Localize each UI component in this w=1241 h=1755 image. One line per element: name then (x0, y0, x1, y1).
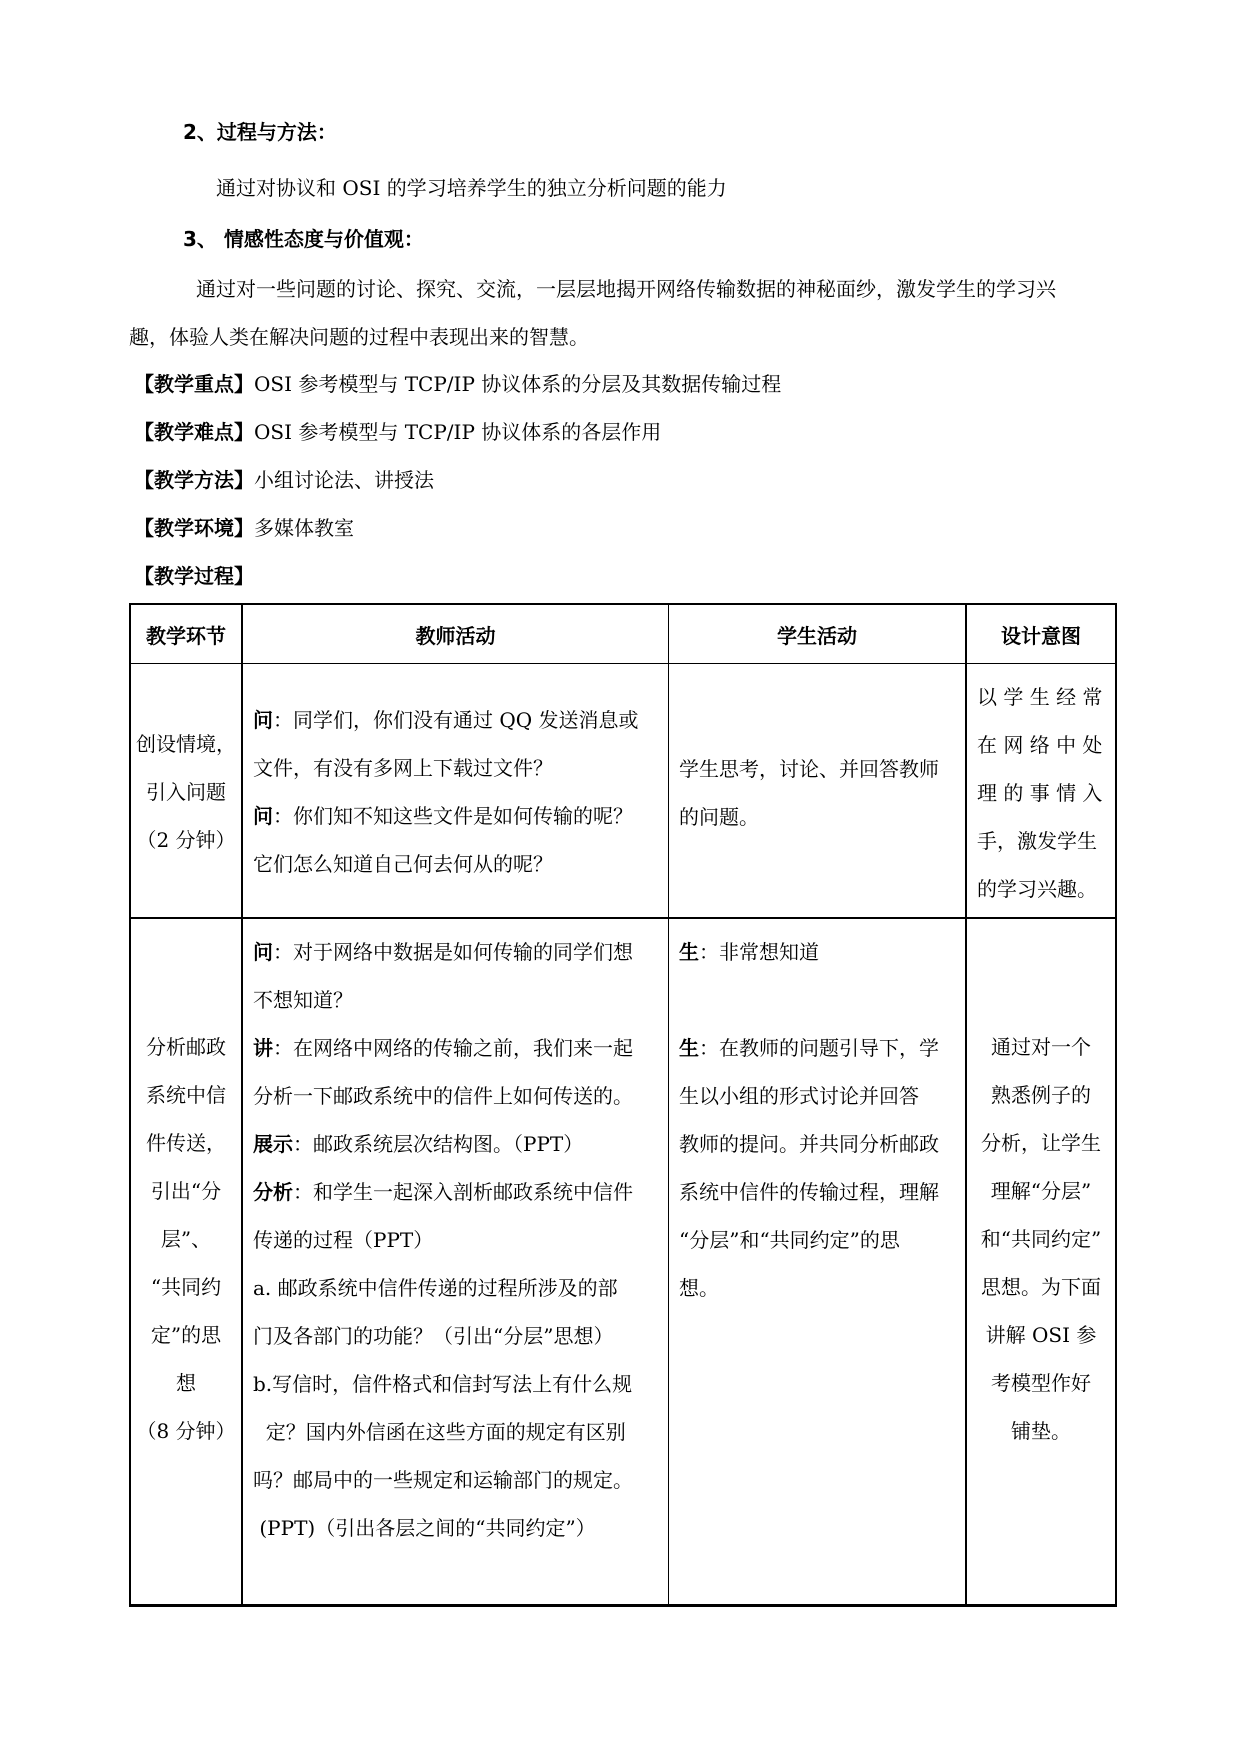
intent-line: 分析，让学生 (981, 1131, 1101, 1155)
field-label: 【教学难点】 (134, 420, 254, 444)
intent-line: 讲解 OSI 参 (985, 1323, 1097, 1347)
teacher-line: 问：你们知不知这些文件是如何传输的呢？ (253, 804, 633, 828)
field-environment (134, 514, 354, 542)
field-label: 【教学重点】 (134, 372, 254, 396)
intent-line: 考模型作好 (991, 1371, 1091, 1395)
intent-line: 理 的 事 情 入 (977, 781, 1103, 805)
stage-line: 创设情境， (136, 732, 236, 756)
stage-line: 分析邮政 (146, 1035, 226, 1059)
intent-line: 铺垫。 (1011, 1419, 1071, 1443)
stage-line: 引出“分 (150, 1179, 222, 1203)
intent-line: 手，激发学生 (977, 829, 1097, 853)
row2-teacher-activity (253, 928, 665, 1552)
teacher-line: 不想知道？ (253, 988, 353, 1012)
student-line: “分层”和“共同约定”的思 (679, 1228, 900, 1252)
intent-line: 熟悉例子的 (991, 1083, 1091, 1107)
student-line: 生：非常想知道 (679, 940, 819, 964)
teacher-line: 问：同学们，你们没有通过 QQ 发送消息或 (253, 708, 639, 732)
section-3-body-line2: 趣，体验人类在解决问题的过程中表现出来的智慧。 (129, 325, 589, 349)
teacher-line: (PPT)（引出各层之间的“共同约定”） (253, 1516, 596, 1540)
stage-line: （2 分钟） (136, 828, 236, 852)
student-line: 生以小组的形式讨论并回答 (679, 1084, 919, 1108)
row2-student-activity (679, 928, 964, 1312)
stage-line: 定”的思 (150, 1323, 222, 1347)
teaching-process-table (129, 603, 1117, 1607)
student-line: 的问题。 (679, 805, 759, 829)
field-label: 【教学过程】 (134, 564, 254, 588)
section-2-body: 通过对协议和 OSI 的学习培养学生的独立分析问题的能力 (216, 176, 727, 200)
student-line: 想。 (679, 1276, 719, 1300)
header-stage: 教学环节 (146, 623, 226, 648)
stage-line: （8 分钟） (136, 1419, 236, 1443)
header-design-intent: 设计意图 (1001, 623, 1081, 648)
stage-line: 系统中信 (146, 1083, 226, 1107)
teacher-line: a. 邮政系统中信件传递的过程所涉及的部 (253, 1276, 618, 1300)
field-value: OSI 参考模型与 TCP/IP 协议体系的分层及其数据传输过程 (254, 372, 782, 396)
student-line: 生：在教师的问题引导下，学 (679, 1036, 939, 1060)
intent-line: 通过对一个 (991, 1035, 1091, 1059)
stage-line: “共同约 (150, 1275, 222, 1299)
section-2-heading: 2、过程与方法： (183, 120, 337, 144)
intent-line: 以 学 生 经 常 (977, 685, 1103, 709)
teacher-line: 分析一下邮政系统中的信件上如何传送的。 (253, 1084, 633, 1108)
intent-line: 在 网 络 中 处 (977, 733, 1103, 757)
field-value: 小组讨论法、讲授法 (254, 468, 434, 492)
field-methods (134, 466, 434, 494)
field-key-points (134, 370, 781, 398)
row1-teacher-activity (253, 696, 663, 888)
header-student-activity: 学生活动 (777, 623, 857, 648)
row1-design-intent (977, 673, 1112, 913)
field-label: 【教学环境】 (134, 516, 254, 540)
teacher-line: 它们怎么知道自己何去何从的呢？ (253, 852, 553, 876)
header-teacher-activity: 教师活动 (415, 623, 496, 648)
teacher-line: 传递的过程（PPT） (253, 1228, 434, 1252)
teacher-line: 讲：在网络中网络的传输之前，我们来一起 (253, 1036, 633, 1060)
teacher-line: 吗？邮局中的一些规定和运输部门的规定。 (253, 1468, 633, 1492)
row1-student-activity (679, 745, 964, 841)
stage-line: 件传送， (146, 1131, 226, 1155)
teacher-line: 展示：邮政系统层次结构图。（PPT） (253, 1132, 584, 1156)
section-3-heading: 3、 情感性态度与价值观： (183, 227, 424, 251)
teacher-line: b.写信时，信件格式和信封写法上有什么规 (253, 1372, 633, 1396)
field-label: 【教学方法】 (134, 468, 254, 492)
stage-line: 引入问题 (146, 780, 226, 804)
field-process (134, 562, 254, 590)
intent-line: 和“共同约定” (980, 1227, 1102, 1251)
stage-line: 想 (176, 1371, 196, 1395)
field-value: OSI 参考模型与 TCP/IP 协议体系的各层作用 (254, 420, 662, 444)
intent-line: 理解“分层” (990, 1179, 1092, 1203)
row2-design-intent (967, 1023, 1115, 1455)
teacher-line: 文件，有没有多网上下载过文件？ (253, 756, 553, 780)
teacher-line: 问：对于网络中数据是如何传输的同学们想 (253, 940, 633, 964)
row2-stage (131, 1023, 241, 1455)
stage-line: 层”、 (160, 1227, 212, 1251)
section-3-body-line1: 通过对一些问题的讨论、探究、交流，一层层地揭开网络传输数据的神秘面纱，激发学生的学习兴 (196, 277, 1056, 301)
intent-line: 的学习兴趣。 (977, 877, 1097, 901)
student-line (679, 976, 964, 1024)
intent-line: 思想。为下面 (981, 1275, 1101, 1299)
teacher-line: 定？国内外信函在这些方面的规定有区别 (253, 1420, 626, 1444)
field-difficulties (134, 418, 661, 446)
field-value: 多媒体教室 (254, 516, 354, 540)
student-line: 教师的提问。并共同分析邮政 (679, 1132, 939, 1156)
student-line: 学生思考，讨论、并回答教师 (679, 757, 939, 781)
row1-stage (131, 720, 241, 864)
teacher-line: 门及各部门的功能？（引出“分层”思想） (253, 1324, 614, 1348)
teacher-line: 分析：和学生一起深入剖析邮政系统中信件 (253, 1180, 633, 1204)
student-line: 系统中信件的传输过程，理解 (679, 1180, 939, 1204)
